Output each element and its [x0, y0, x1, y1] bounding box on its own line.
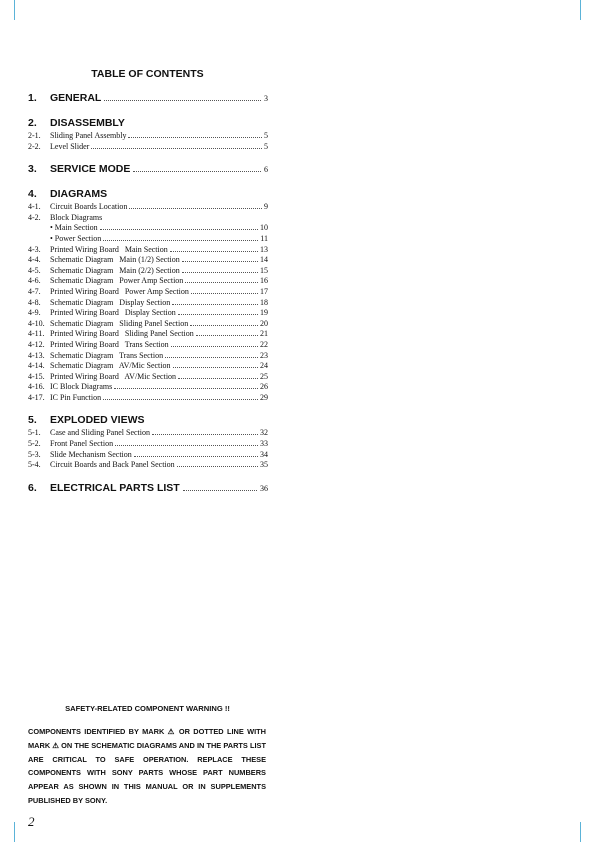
item-title: Front Panel Section: [50, 439, 114, 449]
dot-leader: [115, 445, 258, 446]
dot-leader: [182, 261, 258, 262]
crop-mark-top-left: [2, 0, 15, 20]
toc-section-1[interactable]: [28, 92, 268, 106]
section-page: 6: [264, 165, 268, 175]
item-title: Block Diagrams: [50, 212, 103, 222]
toc-item[interactable]: [28, 142, 268, 153]
item-number: 4-15.: [28, 371, 45, 381]
item-page: 24: [260, 361, 268, 371]
crop-mark-top-right: [580, 0, 593, 20]
page-title: TABLE OF CONTENTS: [91, 68, 204, 80]
table-of-contents: [28, 92, 268, 496]
item-number: 4-11.: [28, 329, 45, 339]
item-title: Schematic Diagram Sliding Panel Section: [50, 318, 189, 328]
item-page: 20: [260, 318, 268, 328]
toc-item[interactable]: [28, 340, 268, 351]
toc-item[interactable]: [28, 234, 268, 245]
dot-leader: [196, 335, 258, 336]
section-title: ELECTRICAL PARTS LIST: [50, 481, 180, 494]
item-title: Circuit Boards and Back Panel Section: [50, 460, 175, 470]
toc-item[interactable]: [28, 382, 268, 393]
item-page: 25: [260, 371, 268, 381]
toc-section-4[interactable]: [28, 188, 268, 202]
toc-item[interactable]: [28, 460, 268, 471]
item-title: Printed Wiring Board AV/Mic Section: [50, 371, 177, 381]
item-page: 22: [260, 339, 268, 349]
toc-item[interactable]: [28, 245, 268, 256]
toc-item[interactable]: [28, 439, 268, 450]
toc-item[interactable]: [28, 287, 268, 298]
item-title: Slide Mechanism Section: [50, 449, 132, 459]
toc-item[interactable]: [28, 213, 268, 224]
dot-leader: [129, 208, 262, 209]
dot-leader: [114, 388, 258, 389]
dot-leader: [190, 325, 258, 326]
item-number: 4-17.: [28, 392, 45, 402]
item-title: Schematic Diagram Trans Section: [50, 350, 164, 360]
toc-item[interactable]: [28, 361, 268, 372]
item-page: 35: [260, 460, 268, 470]
item-number: 4-9.: [28, 308, 41, 318]
section-title: EXPLODED VIEWS: [50, 414, 145, 427]
item-number: 4-6.: [28, 276, 41, 286]
toc-item[interactable]: [28, 351, 268, 362]
item-title: Printed Wiring Board Sliding Panel Section: [50, 329, 194, 339]
toc-item[interactable]: [28, 266, 268, 277]
crop-mark-bottom-right: [580, 822, 593, 842]
item-number: 2-2.: [28, 141, 41, 151]
toc-section-6[interactable]: [28, 482, 268, 496]
toc-item[interactable]: [28, 255, 268, 266]
dot-leader: [91, 148, 262, 149]
item-page: 33: [260, 439, 268, 449]
dot-leader: [173, 367, 259, 368]
item-page: 5: [264, 131, 268, 140]
item-title: • Main Section: [50, 223, 98, 233]
item-page: 32: [260, 428, 268, 438]
dot-leader: [152, 434, 258, 435]
section-number: 2.: [28, 117, 37, 129]
section-title: GENERAL: [50, 92, 102, 104]
item-number: 4-12.: [28, 339, 45, 349]
item-page: 10: [260, 223, 268, 233]
toc-section-3[interactable]: [28, 163, 268, 177]
item-number: 5-1.: [28, 428, 41, 438]
section-title: DISASSEMBLY: [50, 117, 125, 129]
dot-leader: [103, 399, 258, 400]
item-page: 9: [264, 202, 268, 212]
dot-leader: [178, 378, 258, 379]
item-page: 29: [260, 392, 268, 402]
item-number: 4-5.: [28, 265, 41, 275]
item-page: 5: [264, 141, 268, 151]
item-title: Sliding Panel Assembly: [50, 131, 127, 140]
section-title: DIAGRAMS: [50, 188, 108, 201]
dot-leader: [177, 466, 258, 467]
item-number: 4-2.: [28, 212, 41, 222]
item-number: 4-16.: [28, 382, 45, 392]
item-number: 4-4.: [28, 255, 41, 265]
toc-item[interactable]: [28, 372, 268, 383]
item-title: Printed Wiring Board Power Amp Section: [50, 286, 189, 296]
item-number: 5-4.: [28, 460, 41, 470]
crop-mark-bottom-left: [2, 822, 15, 842]
item-title: IC Block Diagrams: [50, 382, 113, 392]
dot-leader: [128, 137, 262, 138]
dot-leader: [178, 314, 258, 315]
section-number: 4.: [28, 188, 37, 201]
dot-leader: [172, 304, 258, 305]
toc-item[interactable]: [28, 428, 268, 439]
item-number: 4-8.: [28, 297, 41, 307]
toc-item[interactable]: [28, 393, 268, 404]
item-page: 15: [260, 265, 268, 275]
item-page: 16: [260, 276, 268, 286]
item-title: Printed Wiring Board Trans Section: [50, 339, 169, 349]
section-page: 36: [260, 483, 268, 493]
item-page: 18: [260, 297, 268, 307]
item-title: Printed Wiring Board Display Section: [50, 308, 176, 318]
item-page: 34: [260, 449, 268, 459]
item-number: 5-3.: [28, 449, 41, 459]
toc-item[interactable]: [28, 202, 268, 213]
dot-leader: [134, 456, 258, 457]
dot-leader: [103, 240, 258, 241]
dot-leader: [185, 282, 258, 283]
item-page: 11: [260, 233, 268, 243]
item-page: 13: [260, 244, 268, 254]
item-number: 4-1.: [28, 202, 41, 212]
dot-leader: [100, 229, 258, 230]
item-page: 19: [260, 308, 268, 318]
item-title: • Power Section: [50, 233, 102, 243]
item-number: 4-14.: [28, 361, 45, 371]
item-page: 17: [260, 286, 268, 296]
toc-item[interactable]: [28, 298, 268, 309]
toc-section-2[interactable]: [28, 117, 268, 131]
item-page: 14: [260, 255, 268, 265]
item-title: Schematic Diagram Main (2/2) Section: [50, 265, 180, 275]
item-number: 4-7.: [28, 286, 41, 296]
page-number: 2: [28, 814, 35, 829]
toc-item[interactable]: [28, 276, 268, 287]
item-title: Schematic Diagram AV/Mic Section: [50, 361, 171, 371]
dot-leader: [191, 293, 258, 294]
toc-item[interactable]: [28, 450, 268, 461]
item-number: 4-10.: [28, 318, 45, 328]
toc-item[interactable]: [28, 223, 268, 234]
item-number: 4-3.: [28, 244, 41, 254]
item-title: Printed Wiring Board Main Section: [50, 244, 168, 254]
item-title: Case and Sliding Panel Section: [50, 428, 150, 438]
item-page: 26: [260, 382, 268, 392]
dot-leader: [182, 272, 258, 273]
toc-section-5[interactable]: [28, 414, 268, 428]
toc-item[interactable]: [28, 329, 268, 340]
dot-leader: [183, 490, 257, 491]
section-page: 3: [264, 94, 268, 103]
item-title: Schematic Diagram Main (1/2) Section: [50, 255, 180, 265]
item-title: Schematic Diagram Display Section: [50, 297, 171, 307]
section-number: 3.: [28, 163, 37, 176]
dot-leader: [171, 346, 258, 347]
item-number: 5-2.: [28, 439, 41, 449]
dot-leader: [104, 100, 261, 101]
item-title: Level Slider: [50, 141, 90, 151]
item-title: Circuit Boards Location: [50, 202, 128, 212]
toc-item[interactable]: [28, 319, 268, 330]
section-number: 5.: [28, 414, 37, 427]
item-number: 2-1.: [28, 131, 41, 140]
toc-item[interactable]: [28, 131, 268, 142]
section-number: 6.: [28, 481, 37, 494]
warning-body: COMPONENTS IDENTIFIED BY MARK ⚠ OR DOTTED LINE WITH MARK ⚠ ON THE SCHEMATIC DIAGRAMS AND IN THE PARTS LIST ARE CRITICAL TO SAFE OPERATION. REPLACE THESE COMPONENTS WITH SONY PARTS WHOSE PART NUMBERS APPEAR AS SHOWN IN THIS MANUAL OR IN SUPPLEMENTS PUBLISHED BY SONY.: [28, 727, 266, 805]
item-title: IC Pin Function: [50, 392, 102, 402]
item-title: Schematic Diagram Power Amp Section: [50, 276, 184, 286]
item-number: 4-13.: [28, 350, 45, 360]
dot-leader: [133, 171, 261, 172]
item-page: 21: [260, 329, 268, 339]
warning-title: SAFETY-RELATED COMPONENT WARNING !!: [65, 704, 230, 713]
dot-leader: [165, 357, 258, 358]
section-title: SERVICE MODE: [50, 163, 131, 176]
toc-item[interactable]: [28, 308, 268, 319]
item-page: 23: [260, 350, 268, 360]
section-number: 1.: [28, 92, 37, 104]
dot-leader: [170, 251, 258, 252]
